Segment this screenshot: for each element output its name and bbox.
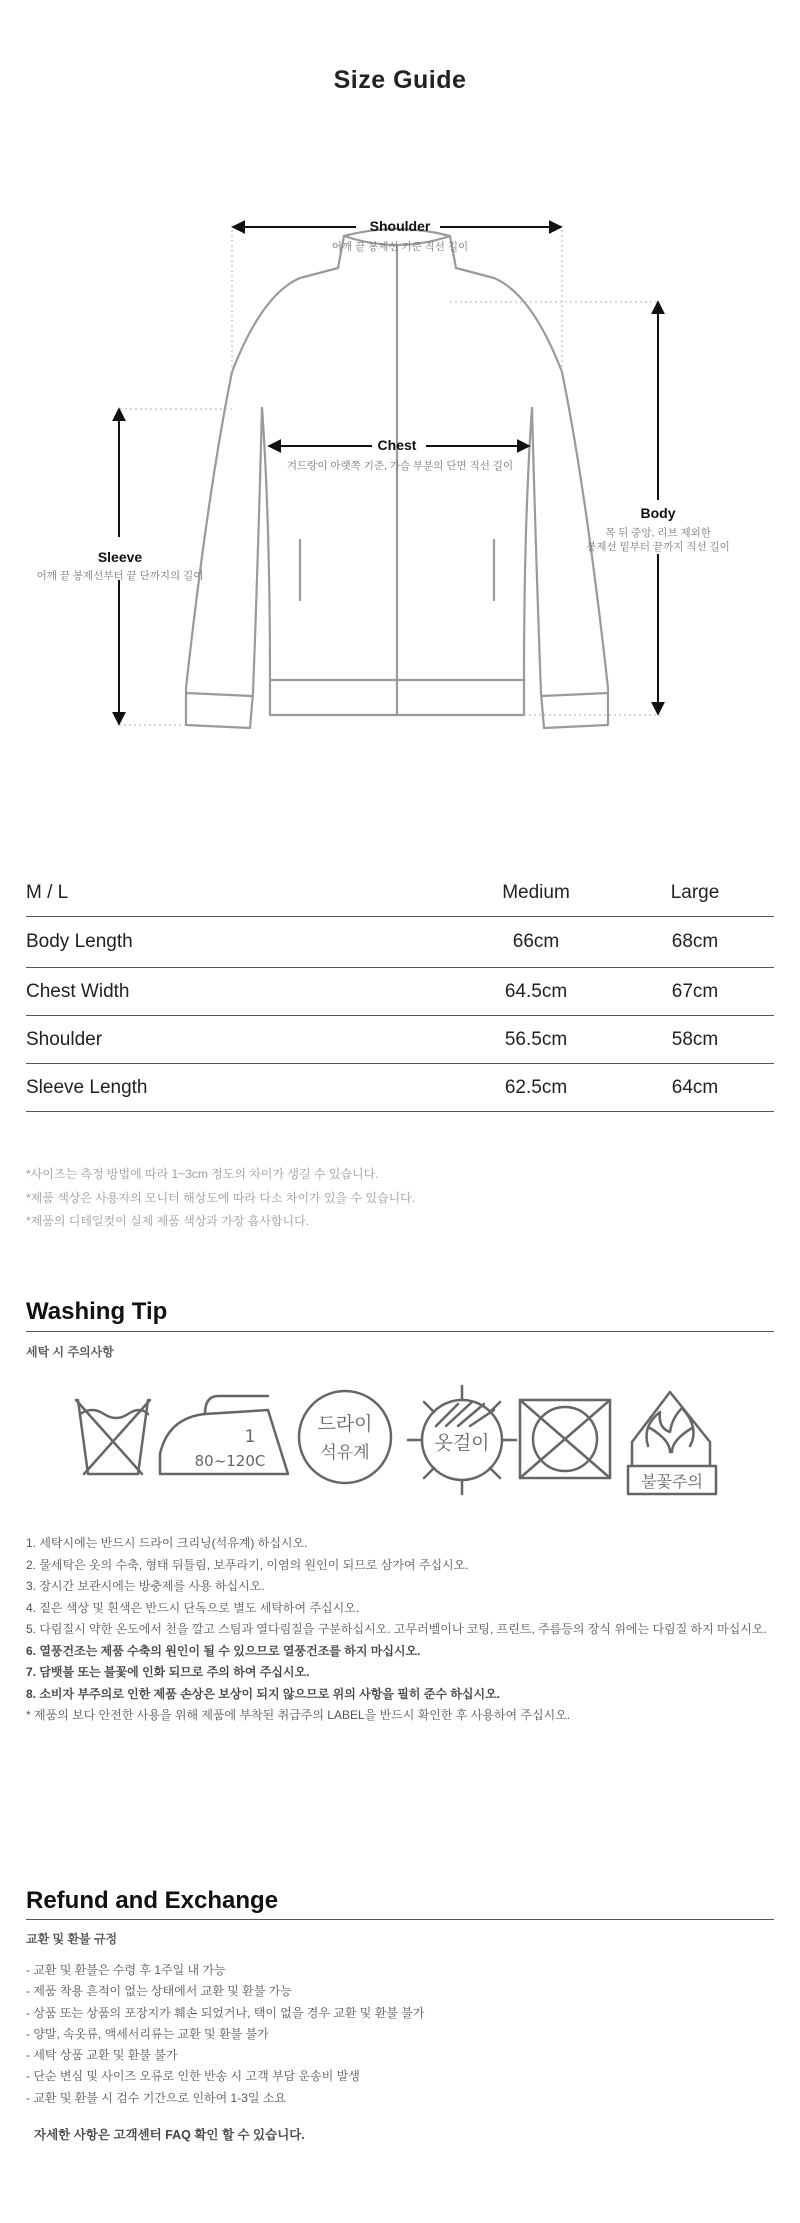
table-cell: 64.5cm — [456, 968, 616, 1016]
list-item: 8. 소비자 부주의로 인한 제품 손상은 보상이 되지 않으므로 위의 사항을 필히 준수 하십시오. — [26, 1686, 500, 1701]
sleeve-label: Sleeve — [97, 549, 143, 565]
care-symbols — [0, 1382, 800, 1502]
list-item: - 단순 변심 및 사이즈 오류로 인한 반송 시 고객 부담 운송비 발생 — [26, 2069, 360, 2084]
hanger-text: 옷걸이 — [434, 1432, 490, 1454]
list-item: - 양말, 속옷류, 액세서리류는 교환 및 환불 불가 — [26, 2026, 269, 2041]
table-row — [26, 917, 774, 968]
dry-text-2: 석유계 — [320, 1443, 370, 1463]
body-desc-2: 봉제선 밑부터 끝까지 직선 길이 — [586, 541, 730, 553]
refund-footer: 자세한 사항은 고객센터 FAQ 확인 할 수 있습니다. — [34, 2128, 305, 2142]
list-item: 1. 세탁시에는 반드시 드라이 크리닝(석유계) 하십시오. — [26, 1536, 308, 1550]
list-item: - 교환 및 환불 시 검수 기간으로 인하여 1-3일 소요 — [26, 2090, 287, 2105]
washing-title: Washing Tip — [26, 1298, 168, 1325]
chest-label: Chest — [377, 437, 417, 453]
table-cell: Chest Width — [26, 968, 456, 1016]
list-item: 5. 다림질시 약한 온도에서 천을 깔고 스팀과 열다림질을 구분하십시오. 고무러벨이나 코팅, 프린트, 주름등의 장식 위에는 다림질 하지 마십시오. — [26, 1622, 767, 1636]
list-item: 4. 짙은 색상 및 흰색은 반드시 단독으로 별도 세탁하여 주십시오. — [26, 1600, 360, 1615]
care-icons — [0, 1382, 800, 1502]
list-item: 7. 담뱃불 또는 불꽃에 인화 되므로 주의 하여 주십시오. — [26, 1665, 310, 1679]
table-cell: 62.5cm — [456, 1064, 616, 1112]
page-title: Size Guide — [333, 66, 467, 94]
iron-temp-text: 80~120C — [194, 1452, 266, 1470]
list-item: * 제품의 보다 안전한 사용을 위해 제품에 부착된 취급주의 LABEL을 반드시 확인한 후 사용하여 주십시오. — [26, 1708, 571, 1722]
table-header-cell: M / L — [26, 870, 456, 917]
no-tumble-dry-icon — [520, 1400, 610, 1478]
refund-list — [26, 1960, 424, 2109]
no-hand-wash-icon — [76, 1400, 150, 1474]
table-cell: 64cm — [616, 1064, 774, 1112]
jacket-illustration — [0, 200, 800, 770]
table-cell: Sleeve Length — [26, 1064, 456, 1112]
table-cell: 67cm — [616, 968, 774, 1016]
list-item: 2. 물세탁은 옷의 수축, 형태 뒤틀림, 보푸라기, 이염의 원인이 되므로 삼가여 주십시오. — [26, 1557, 469, 1572]
table-cell: 56.5cm — [456, 1016, 616, 1064]
refund-subtitle: 교환 및 환불 규정 — [26, 1932, 118, 1946]
refund-divider — [26, 1919, 774, 1920]
washing-divider — [26, 1331, 774, 1332]
dry-clean-petroleum-icon — [299, 1391, 391, 1483]
table-header-cell: Medium — [456, 870, 616, 917]
body-label: Body — [640, 505, 676, 521]
table-row — [26, 968, 774, 1016]
table-header-row — [26, 870, 774, 917]
sleeve-desc: 어깨 끝 봉제선부터 끝 단까지의 길이 — [36, 570, 204, 582]
size-notes — [26, 1163, 415, 1234]
shoulder-label: Shoulder — [369, 218, 431, 234]
table-row — [26, 1064, 774, 1112]
table-header-cell: Large — [616, 870, 774, 917]
note-item: *제품의 디테일컷이 실제 제품 색상과 가장 흡사합니다. — [26, 1214, 310, 1228]
list-item: 3. 장시간 보관시에는 방충제를 사용 하십시오. — [26, 1579, 265, 1593]
size-table — [26, 870, 774, 1112]
list-item: 6. 열풍건조는 제품 수축의 원인이 될 수 있으므로 열풍건조를 하지 마십시오. — [26, 1643, 421, 1658]
shoulder-desc: 어깨 끝 봉제선 기준 직선 길이 — [331, 241, 469, 253]
list-item: - 세탁 상품 교환 및 환불 불가 — [26, 2048, 178, 2063]
table-cell: Body Length — [26, 917, 456, 968]
table-cell: 66cm — [456, 917, 616, 968]
iron-dot-text: 1 — [244, 1427, 256, 1447]
table-row — [26, 1016, 774, 1064]
washing-list — [26, 1533, 767, 1727]
note-item: *사이즈는 측정 방법에 따라 1~3cm 정도의 차이가 생길 수 있습니다. — [26, 1167, 379, 1181]
fire-text: 불꽃주의 — [641, 1472, 703, 1491]
table-cell: 68cm — [616, 917, 774, 968]
size-diagram — [0, 200, 800, 770]
refund-title: Refund and Exchange — [26, 1887, 279, 1914]
list-item: - 교환 및 환불은 수령 후 1주일 내 가능 — [26, 1963, 226, 1977]
washing-subtitle: 세탁 시 주의사항 — [26, 1345, 114, 1359]
note-item: *제품 색상은 사용자의 모니터 해상도에 따라 다소 차이가 있을 수 있습니다. — [26, 1190, 416, 1205]
body-desc-1: 목 뒤 중앙, 리브 제외한 — [605, 527, 711, 539]
list-item: - 제품 착용 흔적이 없는 상태에서 교환 및 환불 가능 — [26, 1984, 292, 1999]
chest-desc: 겨드랑이 아랫쪽 기준, 가슴 부분의 단면 직선 길이 — [286, 460, 514, 472]
table-cell: Shoulder — [26, 1016, 456, 1064]
table-cell: 58cm — [616, 1016, 774, 1064]
list-item: - 상품 또는 상품의 포장지가 훼손 되었거나, 택이 없을 경우 교환 및 환불 불가 — [26, 2005, 425, 2020]
dry-text-1: 드라이 — [317, 1413, 373, 1435]
